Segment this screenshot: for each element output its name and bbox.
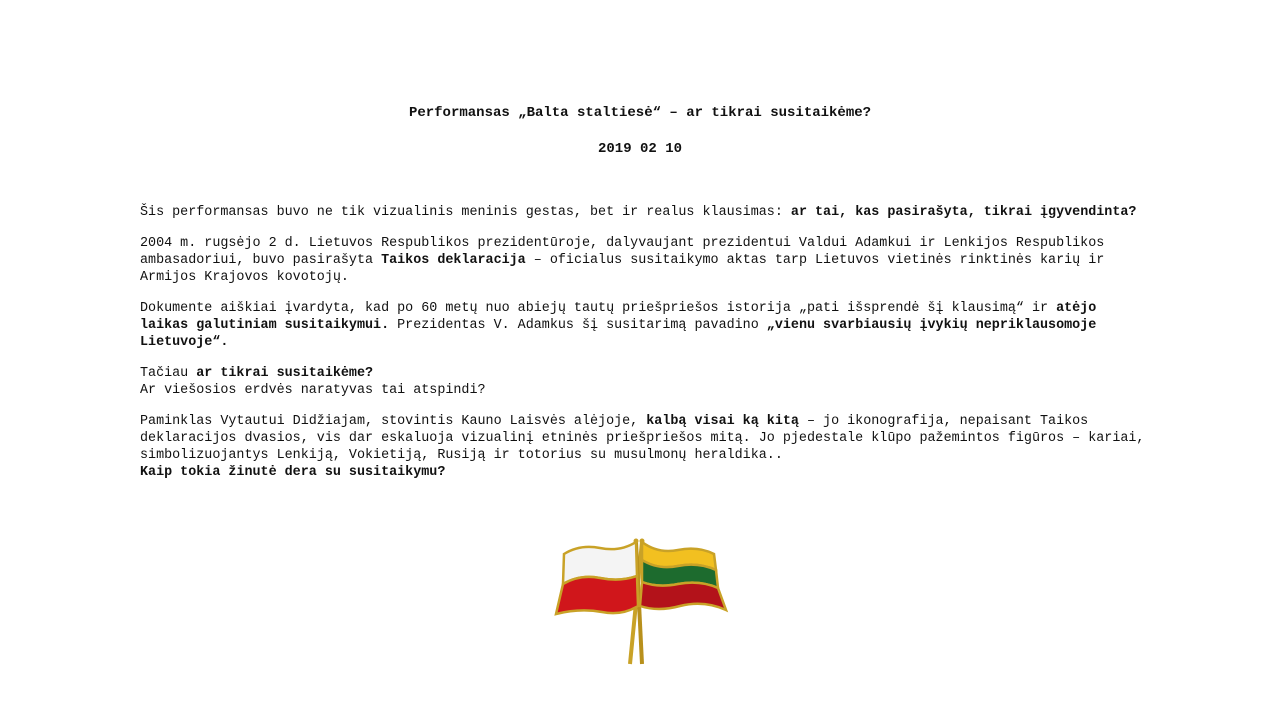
- p3-text-2: Prezidentas V. Adamkus šį susitarimą pavadino: [389, 318, 767, 333]
- p5-text-1: Paminklas Vytautui Didžiajam, stovintis Kauno Laisvės alėjoje,: [140, 414, 647, 429]
- p3-text-1: Dokumente aiškiai įvardyta, kad po 60 metų nuo abiejų tautų priešpriešos istorija „pati išsprendė šį klausimą“ ir: [140, 301, 1057, 316]
- p2-bold: Taikos deklaracija: [381, 253, 526, 268]
- polish-lithuanian-flags-icon: [550, 530, 730, 666]
- paragraph-2: [140, 235, 1150, 286]
- p2-text-2: – oficialus susitaikymo aktas tarp Lietuvos vietinės rinktinės karių ir Armijos Krajovos kovotojų.: [140, 253, 1105, 285]
- p4-text-1: Tačiau: [140, 366, 197, 381]
- page-date: 2019 02 10: [597, 141, 682, 157]
- p1-text: Šis performansas buvo ne tik vizualinis meninis gestas, bet ir realus klausimas:: [140, 205, 791, 220]
- p1-bold: ar tai, kas pasirašyta, tikrai įgyvendinta?: [790, 205, 1137, 220]
- pole-top-left: [634, 539, 639, 544]
- paragraph-4: [140, 365, 1150, 399]
- p4-text-2: Ar viešosios erdvės naratyvas tai atspindi?: [140, 383, 486, 398]
- p5-text-2: – jo ikonografija, nepaisant Taikos deklaracijos dvasios, vis dar eskaluoja vizualinį etninės priešpriešos mitą. Jo pjedestale klūpo pažemintos figūros – kariai, simbolizuojantys Lenkiją, Vokietiją, Rusiją ir totorius su musulmonų heraldika..: [140, 414, 1145, 463]
- p3-bold-1: atėjo laikas galutiniam susitaikymui.: [140, 301, 1097, 333]
- p5-bold-2: Kaip tokia žinutė dera su susitaikymu?: [140, 465, 446, 480]
- p5-bold-1: kalbą visai ką kitą: [646, 414, 799, 429]
- paragraph-3: [140, 300, 1150, 351]
- flags-pin-image: [550, 530, 730, 666]
- paragraph-5: [140, 413, 1150, 481]
- p3-bold-2: „vienu svarbiausių įvykių nepriklausomoje Lietuvoje“.: [140, 318, 1097, 350]
- polish-flag: [556, 542, 638, 614]
- p2-text-1: 2004 m. rugsėjo 2 d. Lietuvos Respublikos prezidentūroje, dalyvaujant prezidentui Valdui Adamkui ir Lenkijos Respublikos ambasadoriui, buvo pasirašyta: [140, 236, 1105, 268]
- pole-top-right: [640, 539, 645, 544]
- lithuanian-flag: [640, 542, 726, 610]
- paragraph-1: [140, 204, 1150, 221]
- article-body: [140, 204, 1150, 495]
- p4-bold: ar tikrai susitaikėme?: [196, 366, 374, 381]
- page-title: Performansas „Balta staltiesė“ – ar tikrai susitaikėme?: [408, 105, 872, 121]
